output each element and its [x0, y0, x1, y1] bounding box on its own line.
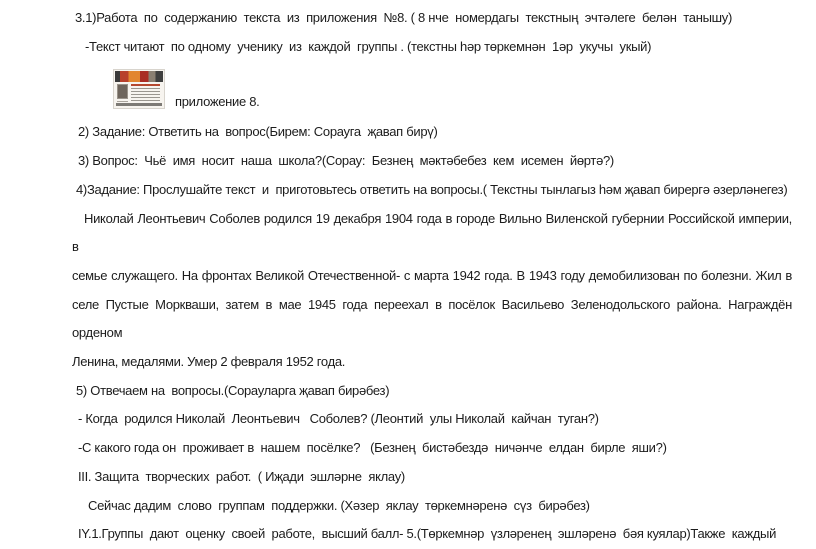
thumbnail-bottom-rule: [116, 103, 162, 106]
thumbnail-title-line: [131, 84, 160, 86]
line-task-4: 4)Задание: Прослушайте текст и приготовьтесь ответить на вопросы.( Текстны тынлагыз һәм җавап бирергә әзерләнегез): [76, 181, 788, 197]
line-section-3: III. Защита творческих работ. ( Иҗади эшләрне яклау): [78, 468, 405, 484]
attachment-label: приложение 8.: [175, 94, 260, 110]
line-question-live: -С какого года он проживает в нашем посёлке? (Безнең бистәбездә ничәнче елдан бирле яши?): [78, 440, 667, 456]
line-reading-instruction: -Текст читают по одному ученику из каждой группы . (текстны һәр төркемнән 1әр укучы укый): [85, 38, 652, 54]
thumbnail-header-band: [115, 71, 163, 82]
line-work-with-text: 3.1)Работа по содержанию текста из приложения №8. ( 8 нче номердагы текстның эчтәлеге белән танышу): [75, 10, 732, 25]
biography-line: Ленина, медалями. Умер 2 февраля 1952 года.: [72, 354, 346, 370]
thumbnail-text-lines: [131, 88, 160, 103]
article-clipping-thumbnail-icon[interactable]: [113, 69, 165, 109]
biography-line: Николай Леонтьевич Соболев родился 19 декабря 1904 года в городе Вильно Виленской губернии Российской империи, в: [72, 210, 792, 255]
line-support-groups: Сейчас дадим слово группам поддержки. (Хәзер яклау төркемнәренә сүз бирәбез): [88, 497, 590, 513]
line-task-5: 5) Отвечаем на вопросы.(Сорауларга җавап бирәбез): [76, 382, 390, 398]
thumbnail-portrait: [117, 84, 128, 99]
line-section-4-marks: IY.1.Группы дают оценку своей работе, высший балл- 5.(Төркемнәр үзләренең эшләренә бәя куялар)Также каждый: [78, 526, 777, 542]
line-task-2: 2) Задание: Ответить на вопрос(Бирем: Сорауга җавап бирү): [78, 124, 438, 140]
biography-paragraph: [70, 205, 792, 377]
biography-line: селе Пустые Моркваши, затем в мае 1945 года переехал в посёлок Васильево Зеленодольского района. Награждён орденом: [72, 296, 792, 341]
line-question-born: - Когда родился Николай Леонтьевич Соболев? (Леонтий улы Николай кайчан туган?): [78, 411, 599, 427]
biography-line: семье служащего. На фронтах Великой Отечественной- с марта 1942 года. В 1943 году демобилизован по болезни. Жил в: [72, 267, 792, 283]
line-question-3: 3) Вопрос: Чьё имя носит наша школа?(Сорау: Безнең мәктәбебез кем исемен йөртә?): [78, 153, 614, 169]
attachment-row: [113, 69, 792, 109]
